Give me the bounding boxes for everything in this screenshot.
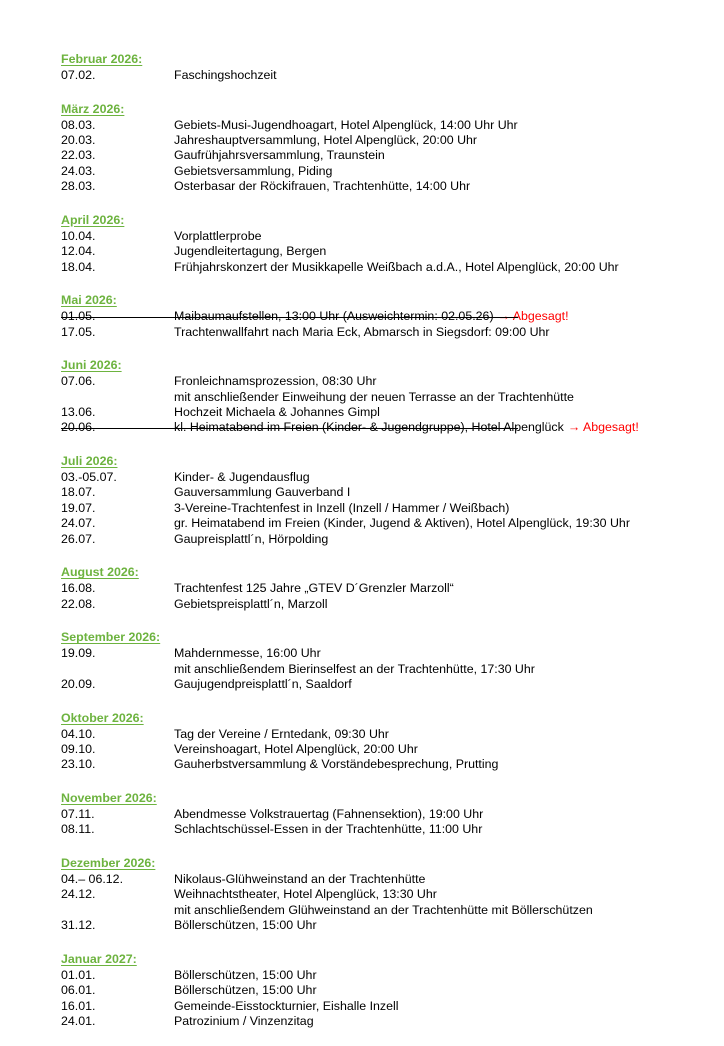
event-description: Frühjahrskonzert der Musikkapelle Weißbach a.d.A., Hotel Alpenglück, 20:00 Uhr [174,259,619,274]
event-row [61,148,701,163]
event-date: 01.01. [61,967,96,982]
event-date: 19.09. [61,646,96,661]
event-row [61,646,701,661]
event-date: 03.-05.07. [61,470,117,485]
event-description: Maibaumaufstellen, 13:00 Uhr (Ausweichtermin: 02.05.26) [174,309,494,324]
month-heading: April 2026: [61,212,125,227]
event-date: 18.04. [61,259,96,274]
event-date [61,903,174,918]
cancelled-notice: → Abgesagt! [497,309,569,324]
event-date: 24.01. [61,1014,96,1029]
event-date: 20.03. [61,133,96,147]
event-description: Tag der Vereine / Erntedank, 09:30 Uhr [174,726,389,741]
event-date: 24.03. [61,163,96,178]
month-section [61,291,701,340]
event-date: 06.01. [61,983,96,998]
event-row [61,516,701,531]
event-date: 08.03. [61,117,96,132]
month-section [61,709,701,773]
month-heading: Dezember 2026: [61,856,156,871]
event-date: 28.03. [61,179,96,194]
event-description: Weihnachtstheater, Hotel Alpenglück, 13:30 Uhr [174,887,437,902]
event-description: Mahdernmesse, 16:00 Uhr [174,646,321,661]
event-row [61,597,701,612]
event-calendar [61,50,701,1046]
event-date: 09.10. [61,742,96,757]
event-description: Gebietsversammlung, Piding [174,163,333,178]
event-row [61,581,701,596]
event-description: mit anschließendem Bierinselfest an der Trachtenhütte, 17:30 Uhr [174,661,535,676]
event-date: 07.02. [61,68,96,82]
event-row [61,807,701,822]
month-section [61,628,701,692]
event-description: mit anschließender Einweihung der neuen Terrasse an der Trachtenhütte [174,389,574,404]
event-row [61,260,701,275]
month-heading: Juli 2026: [61,454,118,469]
event-date [61,662,174,677]
event-row [61,532,701,547]
month-heading: Januar 2027: [61,951,137,966]
month-section [61,50,701,83]
event-row [61,903,701,918]
event-date: 22.08. [61,596,96,611]
event-description: 3-Vereine-Trachtenfest in Inzell (Inzell / Hammer / Weißbach) [174,500,510,515]
cancelled-notice: → Abgesagt! [567,420,639,435]
event-description: Böllerschützen, 15:00 Uhr [174,918,317,933]
event-row [61,968,701,983]
event-description: Vorplattlerprobe [174,228,262,243]
event-date: 31.12. [61,918,96,933]
event-date: 19.07. [61,500,96,515]
event-description: Patrozinium / Vinzenzitag [174,1014,314,1029]
event-description: Gemeinde-Eisstockturnier, Eishalle Inzell [174,998,399,1013]
event-date: 18.07. [61,485,96,500]
month-section [61,452,701,547]
event-description: Faschingshochzeit [174,68,277,82]
event-description: Trachtenfest 125 Jahre „GTEV D´Grenzler Marzoll“ [174,581,454,596]
event-row [61,390,701,405]
event-description: kl. Heimatabend im Freien (Kinder- & Jugendgruppe), Hotel Alpenglück [174,420,564,435]
event-row [61,470,701,485]
event-row [61,1014,701,1029]
event-date: 20.09. [61,677,96,692]
event-date [61,390,174,405]
event-date: 23.10. [61,757,96,772]
event-description: Gauversammlung Gauverband I [174,485,351,500]
event-date: 20.06. [61,420,96,435]
event-description: Gauherbstversammlung & Vorständebesprechung, Prutting [174,757,499,772]
event-row [61,179,701,194]
event-date: 07.11. [61,807,95,822]
month-heading: August 2026: [61,565,139,580]
month-section [61,789,701,838]
event-date: 17.05. [61,324,96,339]
month-heading: November 2026: [61,791,157,806]
event-row [61,887,701,902]
event-description: Osterbasar der Röckifrauen, Trachtenhütte, 14:00 Uhr [174,179,471,194]
event-row [61,118,701,133]
month-heading: September 2026: [61,630,161,645]
month-section [61,211,701,275]
event-date: 24.12. [61,887,96,902]
event-row [61,485,701,500]
event-row [61,405,701,420]
event-description: Nikolaus-Glühweinstand an der Trachtenhütte [174,872,426,887]
month-heading: Oktober 2026: [61,710,144,725]
event-description: Kinder- & Jugendausflug [174,470,310,485]
event-row [61,133,701,148]
event-date: 16.08. [61,581,96,596]
event-description: Gaujugendpreisplattl´n, Saaldorf [174,677,352,692]
event-row [61,501,701,516]
event-row [61,822,701,837]
event-description: Böllerschützen, 15:00 Uhr [174,983,317,998]
event-date: 10.04. [61,228,96,243]
event-date: 08.11. [61,822,95,837]
event-description: Hochzeit Michaela & Johannes Gimpl [174,405,380,420]
event-description: Gebiets-Musi-Jugendhoagart, Hotel Alpenglück, 14:00 Uhr Uhr [174,117,518,132]
event-row [61,68,701,83]
event-date: 16.01. [61,998,96,1013]
event-date: 24.07. [61,516,96,531]
event-date: 12.04. [61,244,96,259]
event-description: Böllerschützen, 15:00 Uhr [174,967,317,982]
event-row-cancelled [61,420,701,435]
event-row [61,374,701,389]
event-row [61,244,701,259]
event-date: 07.06. [61,374,96,389]
month-section [61,950,701,1030]
month-section [61,563,701,612]
event-description: Schlachtschüssel-Essen in der Trachtenhütte, 11:00 Uhr [174,822,483,837]
event-date: 13.06. [61,405,96,420]
event-description: Vereinshoagart, Hotel Alpenglück, 20:00 Uhr [174,742,418,757]
event-row [61,757,701,772]
event-description: Abendmesse Volkstrauertag (Fahnensektion), 19:00 Uhr [174,807,484,822]
event-date: 22.03. [61,148,96,163]
event-row [61,999,701,1014]
event-row [61,983,701,998]
month-heading: März 2026: [61,101,125,116]
event-date: 01.05. [61,309,96,324]
event-date: 04.10. [61,726,96,741]
event-description: Jugendleitertagung, Bergen [174,244,327,259]
event-row [61,677,701,692]
month-section [61,854,701,934]
event-row [61,918,701,933]
month-section [61,356,701,436]
event-description: gr. Heimatabend im Freien (Kinder, Jugend & Aktiven), Hotel Alpenglück, 19:30 Uhr [174,516,630,531]
event-date: 26.07. [61,531,96,546]
event-row [61,662,701,677]
event-date: 04.– 06.12. [61,872,124,887]
event-description: mit anschließendem Glühweinstand an der Trachtenhütte mit Böllerschützen [174,902,593,917]
event-row [61,872,701,887]
event-description: Jahreshauptversammlung, Hotel Alpenglück, 20:00 Uhr [174,133,478,147]
event-row [61,325,701,340]
event-row-cancelled [61,309,701,324]
event-description: Gaufrühjahrsversammlung, Traunstein [174,148,385,163]
event-row [61,727,701,742]
event-row [61,164,701,179]
month-heading: Februar 2026: [61,52,143,66]
event-description: Fronleichnamsprozession, 08:30 Uhr [174,374,377,389]
event-description: Gaupreisplattl´n, Hörpolding [174,531,329,546]
event-description: Trachtenwallfahrt nach Maria Eck, Abmarsch in Siegsdorf: 09:00 Uhr [174,324,550,339]
month-heading: Mai 2026: [61,293,117,308]
month-section [61,100,701,195]
event-row [61,229,701,244]
event-row [61,742,701,757]
event-description: Gebietspreisplattl´n, Marzoll [174,596,328,611]
month-heading: Juni 2026: [61,358,122,373]
